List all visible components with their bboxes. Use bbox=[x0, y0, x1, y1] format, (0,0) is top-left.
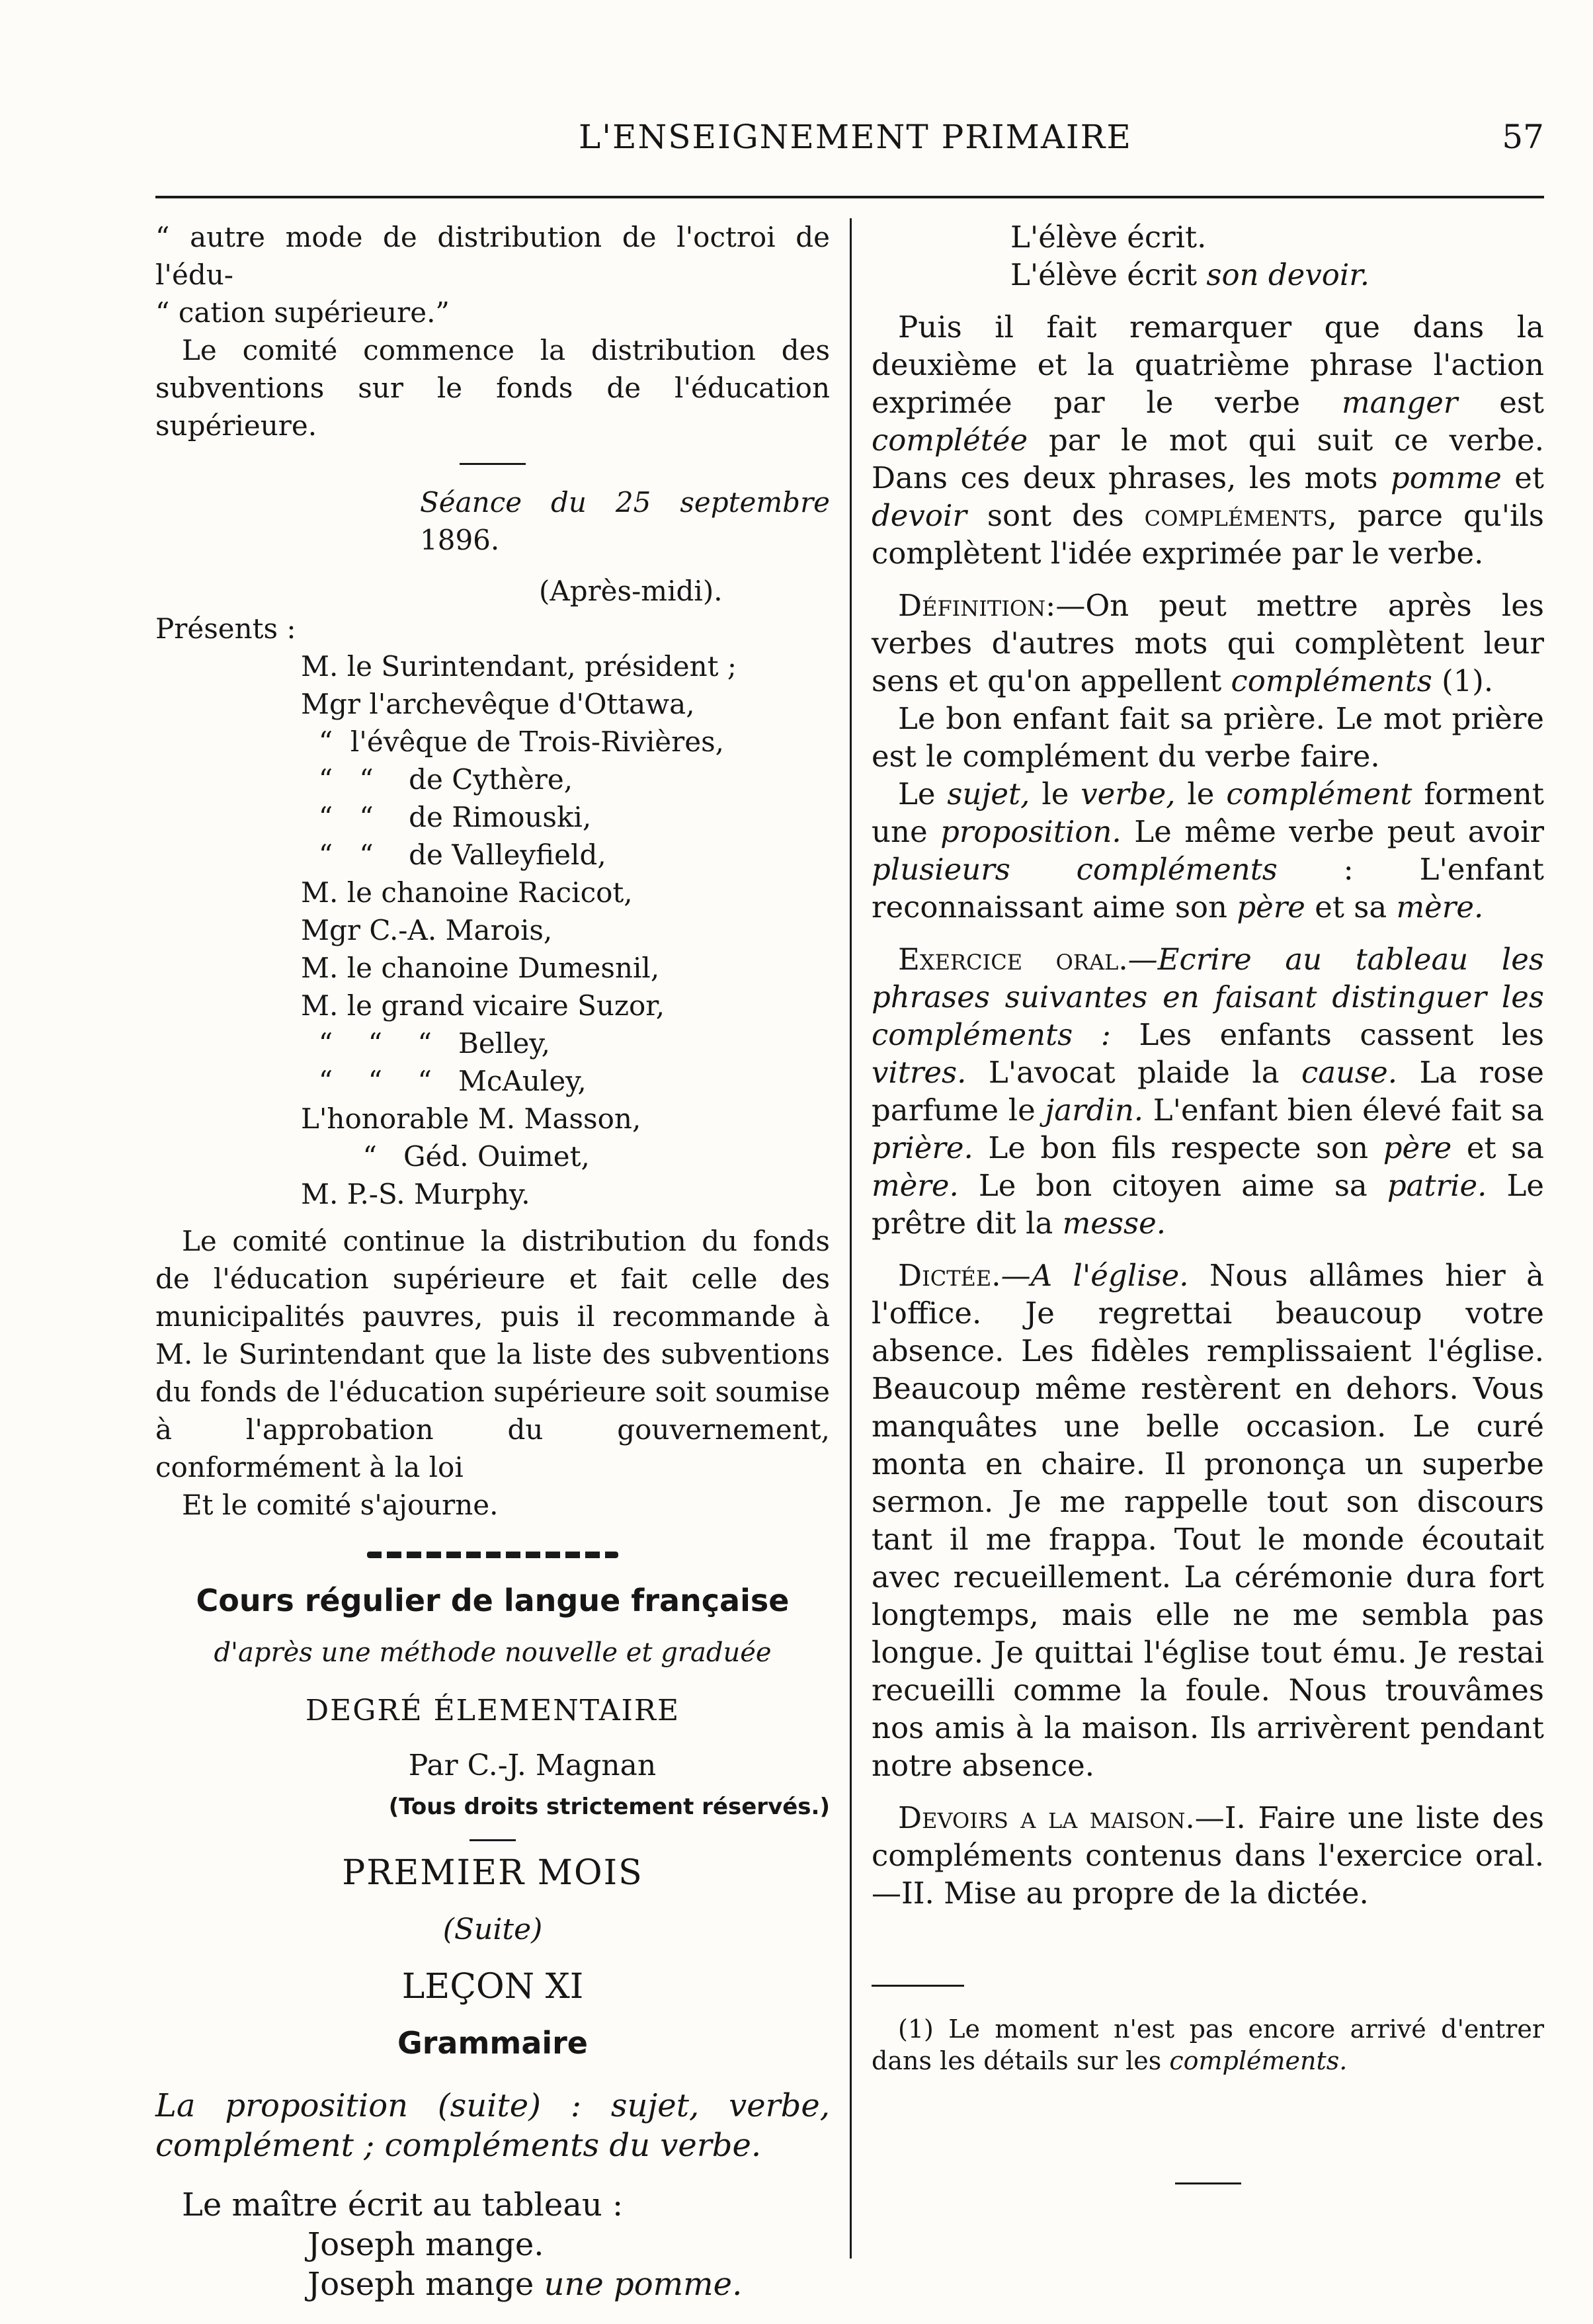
level-heading: DEGRÉ ÉLEMENTAIRE bbox=[305, 1694, 680, 1727]
end-rule bbox=[1175, 2182, 1241, 2184]
homework-paragraph: Devoirs a la maison.—I. Faire une liste des compléments contenus dans l'exercice oral.—II. Mise au propre de la dictée. bbox=[872, 1800, 1545, 1911]
method-subtitle: d'après une méthode nouvelle et graduée bbox=[214, 1638, 772, 1668]
attendee: Mgr l'archevêque d'Ottawa, bbox=[301, 688, 695, 720]
attendee: M. le grand vicaire Suzor, bbox=[301, 989, 665, 1022]
running-header bbox=[155, 112, 1544, 165]
quote-line: “ cation supérieure.” bbox=[155, 296, 450, 329]
attendee: “ “ de Cythère, bbox=[301, 763, 573, 796]
seance-heading bbox=[155, 483, 830, 559]
page-number: 57 bbox=[1502, 118, 1544, 156]
attendee: “ “ de Rimouski, bbox=[301, 801, 592, 833]
lesson-heading: LEÇON XI bbox=[401, 1967, 584, 2007]
attendee: M. P.-S. Murphy. bbox=[301, 1178, 530, 1210]
lesson-topic: La proposition (suite) : sujet, verbe, complément ; compléments du verbe. bbox=[155, 2087, 830, 2164]
rights-notice: (Tous droits strictement réservés.) bbox=[388, 1794, 830, 1820]
seance-year: 1896. bbox=[420, 524, 500, 556]
journal-title: L'ENSEIGNEMENT PRIMAIRE bbox=[579, 118, 1132, 156]
attendee: “ Géd. Ouimet, bbox=[301, 1140, 590, 1173]
footnote: (1) Le moment n'est pas encore arrivé d'entrer dans les détails sur les compléments. bbox=[872, 2014, 1544, 2075]
definition-paragraph: Définition:—On peut mettre après les verbes d'autres mots qui complètent leur sens et qu'on appellent compléments (1). bbox=[872, 588, 1544, 698]
continue-paragraph: Le comité continue la distribution du fonds de l'éducation supérieure et fait celle des municipalités pauvres, puis il recommande à M. le Surintendant que la liste des subventions du fonds de l'éducation supérieure soit soumise à l'approbation du gouvernement, conformément à la loi bbox=[155, 1225, 830, 1483]
attendee: M. le Surintendant, président ; bbox=[301, 650, 737, 683]
dictation-paragraph: Dictée.—A l'église. Nous allâmes hier à l'office. Je regrettai beaucoup votre absence. Les fidèles remplissaient l'église. Beaucoup même restèrent en dehors. Vous manquâtes une belle occasion. Le curé monta en chaire. Il prononça un superbe sermon. Je me rappelle tout son discours tant il me frappa. Tout le monde écoutait avec recueillement. La cérémonie dura fort longtemps, mais elle ne me sembla pas longue. Je quittai l'église tout ému. Je restai recueilli comme la foule. Nous trouvâmes nos amis à la maison. Ils arrivèrent pendant notre absence. bbox=[872, 1258, 1544, 1783]
attendee-list bbox=[155, 647, 830, 1213]
left-column bbox=[155, 218, 830, 2304]
attendee: Mgr C.-A. Marois, bbox=[301, 914, 553, 946]
attendee: “ “ “ Belley, bbox=[301, 1027, 550, 1059]
suite-label: (Suite) bbox=[442, 1913, 543, 1946]
month-heading: PREMIER MOIS bbox=[342, 1853, 643, 1893]
grammar-heading: Grammaire bbox=[397, 2025, 589, 2061]
header-rule bbox=[155, 196, 1544, 198]
example-sentence: L'élève écrit son devoir. bbox=[1010, 257, 1370, 292]
attendee: M. le chanoine Dumesnil, bbox=[301, 952, 660, 984]
example-sentence: L'élève écrit. bbox=[1010, 220, 1207, 255]
seance-date: Séance du 25 septembre bbox=[420, 486, 830, 519]
ornament-divider bbox=[367, 1552, 618, 1558]
distribution-paragraph: Le comité commence la distribution des subventions sur le fonds de l'éducation supérieure. bbox=[155, 334, 830, 442]
adjourn-line: Et le comité s'ajourne. bbox=[182, 1489, 499, 1521]
author-line: Par C.-J. Magnan bbox=[408, 1749, 657, 1782]
attendee: “ l'évêque de Trois-Rivières, bbox=[301, 726, 724, 758]
column-divider bbox=[850, 218, 852, 2259]
example-sentence: Joseph mange une pomme. bbox=[307, 2266, 743, 2303]
course-title: Cours régulier de langue française bbox=[196, 1583, 790, 1618]
section-rule bbox=[460, 463, 526, 465]
footnote-rule bbox=[872, 1985, 964, 1987]
explanation-paragraph: Puis il fait remarquer que dans la deuxième et la quatrième phrase l'action exprimée par le verbe manger est complétée par le mot qui suit ce verbe. Dans ces deux phrases, les mots pomme et devoir sont des compléments, parce qu'ils complètent l'idée exprimée par le verbe. bbox=[872, 310, 1545, 571]
apres-midi: (Après-midi). bbox=[539, 575, 723, 607]
example-paragraph: Le bon enfant fait sa prière. Le mot prière est le complément du verbe faire. bbox=[872, 701, 1544, 774]
proposition-paragraph: Le sujet, le verbe, le complément forment une proposition. Le même verbe peut avoir plusieurs compléments : L'enfant reconnaissant aime son père et sa mère. bbox=[872, 776, 1544, 925]
attendee: L'honorable M. Masson, bbox=[301, 1102, 641, 1135]
board-examples bbox=[155, 2185, 830, 2304]
quote-line: “ autre mode de distribution de l'octroi de l'édu- bbox=[155, 221, 830, 291]
example-sentence: Joseph mange. bbox=[307, 2226, 544, 2263]
attendee: M. le chanoine Racicot, bbox=[301, 876, 633, 909]
right-column bbox=[872, 218, 1544, 2184]
short-rule bbox=[470, 1839, 516, 1841]
attendee: “ “ “ McAuley, bbox=[301, 1065, 587, 1097]
exercise-paragraph: Exercice oral.—Ecrire au tableau les phrases suivantes en faisant distinguer les compléments : Les enfants cassent les vitres. L'avocat plaide la cause. La rose parfume le jardin. L'enfant bien élevé fait sa prière. Le bon fils respecte son père et sa mère. Le bon citoyen aime sa patrie. Le prêtre dit la messe. bbox=[872, 942, 1545, 1241]
attendee: “ “ de Valleyfield, bbox=[301, 839, 606, 871]
presents-label: Présents : bbox=[155, 612, 296, 645]
board-intro: Le maître écrit au tableau : bbox=[182, 2186, 624, 2223]
